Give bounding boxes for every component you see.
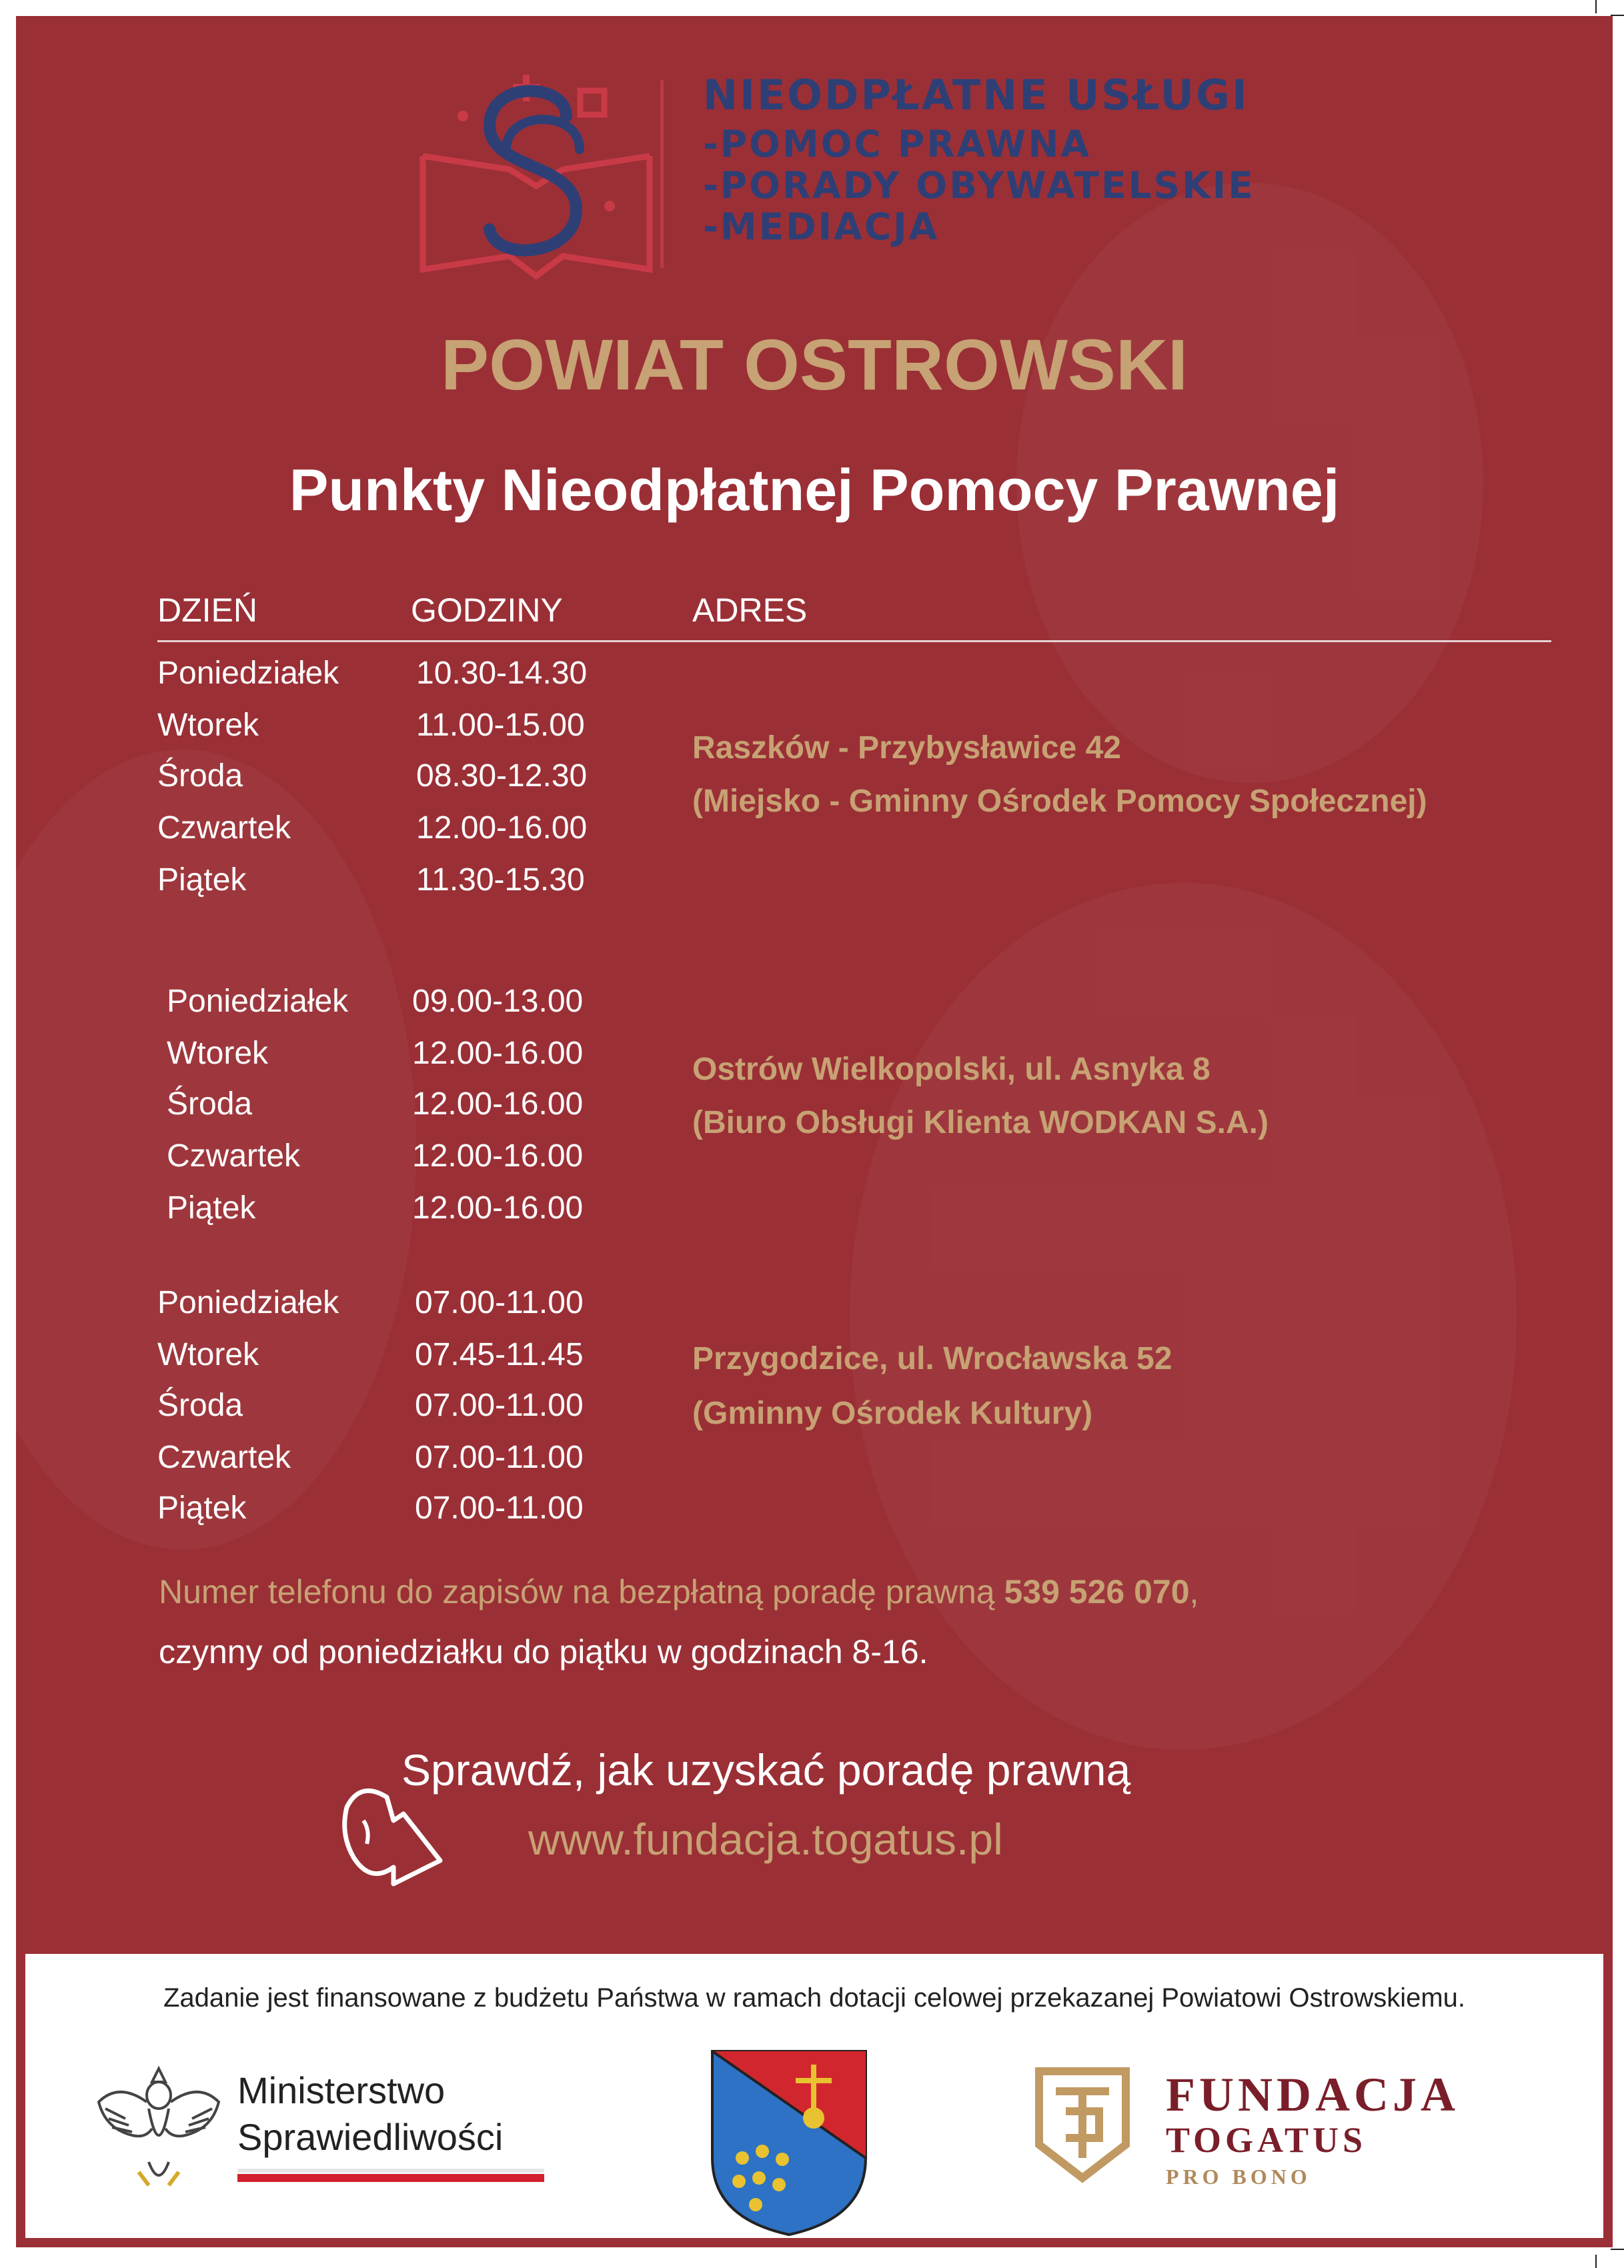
schedule-hours: 08.30-12.30 <box>416 758 588 794</box>
foundation-name-line1: FUNDACJA <box>1166 2068 1459 2121</box>
schedule-day: Czwartek <box>167 1138 301 1174</box>
header-address: ADRES <box>692 592 808 629</box>
schedule-day: Czwartek <box>157 810 291 846</box>
schedule-hours: 12.00-16.00 <box>412 1138 584 1174</box>
foundation-name-line3: PRO BONO <box>1166 2165 1311 2189</box>
logo-line-1: NIEODPŁATNE USŁUGI <box>703 71 1249 119</box>
schedule-day: Poniedziałek <box>157 656 339 691</box>
schedule-hours: 12.00-16.00 <box>412 1036 584 1071</box>
schedule-day: Piątek <box>157 862 247 898</box>
page-subtitle: Punkty Nieodpłatnej Pomocy Prawnej <box>289 457 1340 523</box>
schedule-day: Środa <box>157 758 243 794</box>
schedule-hours: 12.00-16.00 <box>416 810 588 846</box>
schedule-day: Wtorek <box>157 708 259 743</box>
schedule-hours: 11.00-15.00 <box>416 708 585 743</box>
address-line: Przygodzice, ul. Wrocławska 52 <box>692 1341 1172 1376</box>
logo-line-2: -POMOC PRAWNA <box>703 123 1091 165</box>
schedule-hours: 07.00-11.00 <box>415 1490 584 1526</box>
phone-info-prefix: Numer telefonu do zapisów na bezpłatną poradę prawną <box>159 1573 1004 1610</box>
paragraph-book-logo-icon <box>410 69 663 289</box>
schedule-day: Piątek <box>167 1190 256 1226</box>
header-day: DZIEŃ <box>157 592 257 629</box>
schedule-hours: 07.45-11.45 <box>415 1337 584 1372</box>
schedule-hours: 07.00-11.00 <box>415 1440 584 1475</box>
togatus-monogram-icon <box>1032 2065 1132 2185</box>
ministry-name-line1: Ministerstwo <box>237 2069 446 2111</box>
phone-info-line <box>159 1572 1198 1611</box>
schedule-day: Piątek <box>157 1490 247 1526</box>
address-line: Raszków - Przybysławice 42 <box>692 730 1121 766</box>
background-statue-shape <box>850 883 1517 1750</box>
phone-number[interactable]: 539 526 070 <box>1004 1573 1190 1610</box>
schedule-hours: 12.00-16.00 <box>412 1086 584 1122</box>
crop-mark <box>1611 15 1624 16</box>
polish-eagle-icon <box>92 2055 225 2195</box>
schedule-hours: 11.30-15.30 <box>416 862 585 898</box>
county-coat-of-arms-icon <box>706 2045 872 2238</box>
header-divider <box>157 640 1551 642</box>
crop-mark <box>1595 0 1597 13</box>
schedule-day: Poniedziałek <box>157 1285 339 1320</box>
logo-line-3: -PORADY OBYWATELSKIE <box>703 164 1255 207</box>
logo-line-4: -MEDIACJA <box>703 205 940 248</box>
poster <box>16 16 1613 2247</box>
logo-separator <box>660 80 664 268</box>
schedule-hours: 09.00-13.00 <box>412 984 584 1019</box>
sponsor-footer <box>16 1945 1613 2247</box>
schedule-day: Środa <box>157 1388 243 1423</box>
ministry-name-line2: Sprawiedliwości <box>237 2116 504 2158</box>
schedule-hours: 07.00-11.00 <box>415 1285 584 1320</box>
address-line: Ostrów Wielkopolski, ul. Asnyka 8 <box>692 1052 1210 1087</box>
schedule-day: Środa <box>167 1086 253 1122</box>
address-line: (Gminny Ośrodek Kultury) <box>692 1396 1093 1431</box>
schedule-hours: 12.00-16.00 <box>412 1190 584 1226</box>
address-line: (Biuro Obsługi Klienta WODKAN S.A.) <box>692 1105 1269 1140</box>
phone-hours-line: czynny od poniedziałku do piątku w godzinach 8-16. <box>159 1633 928 1670</box>
schedule-day: Czwartek <box>157 1440 291 1475</box>
schedule-day: Wtorek <box>157 1337 259 1372</box>
crop-mark <box>1595 2255 1597 2268</box>
funding-note: Zadanie jest finansowane z budżetu Państwa w ramach dotacji celowej przekazanej Powiatowi Ostrowskiemu. <box>163 1983 1466 2013</box>
address-line: (Miejsko - Gminny Ośrodek Pomocy Społecznej) <box>692 784 1427 819</box>
foundation-name-line2: TOGATUS <box>1166 2120 1367 2160</box>
header-hours: GODZINY <box>411 592 563 629</box>
phone-info-suffix: , <box>1189 1573 1199 1610</box>
crop-mark <box>1611 2249 1624 2250</box>
schedule-hours: 10.30-14.30 <box>416 656 588 691</box>
cta-text: Sprawdź, jak uzyskać poradę prawną <box>401 1745 1131 1795</box>
ministry-flag-bar-white <box>237 2169 544 2173</box>
website-link[interactable]: www.fundacja.togatus.pl <box>528 1815 1003 1864</box>
schedule-day: Wtorek <box>167 1036 269 1071</box>
schedule-hours: 07.00-11.00 <box>415 1388 584 1423</box>
schedule-day: Poniedziałek <box>167 984 349 1019</box>
page-title: POWIAT OSTROWSKI <box>441 324 1188 405</box>
ministry-flag-bar-red <box>237 2174 544 2182</box>
